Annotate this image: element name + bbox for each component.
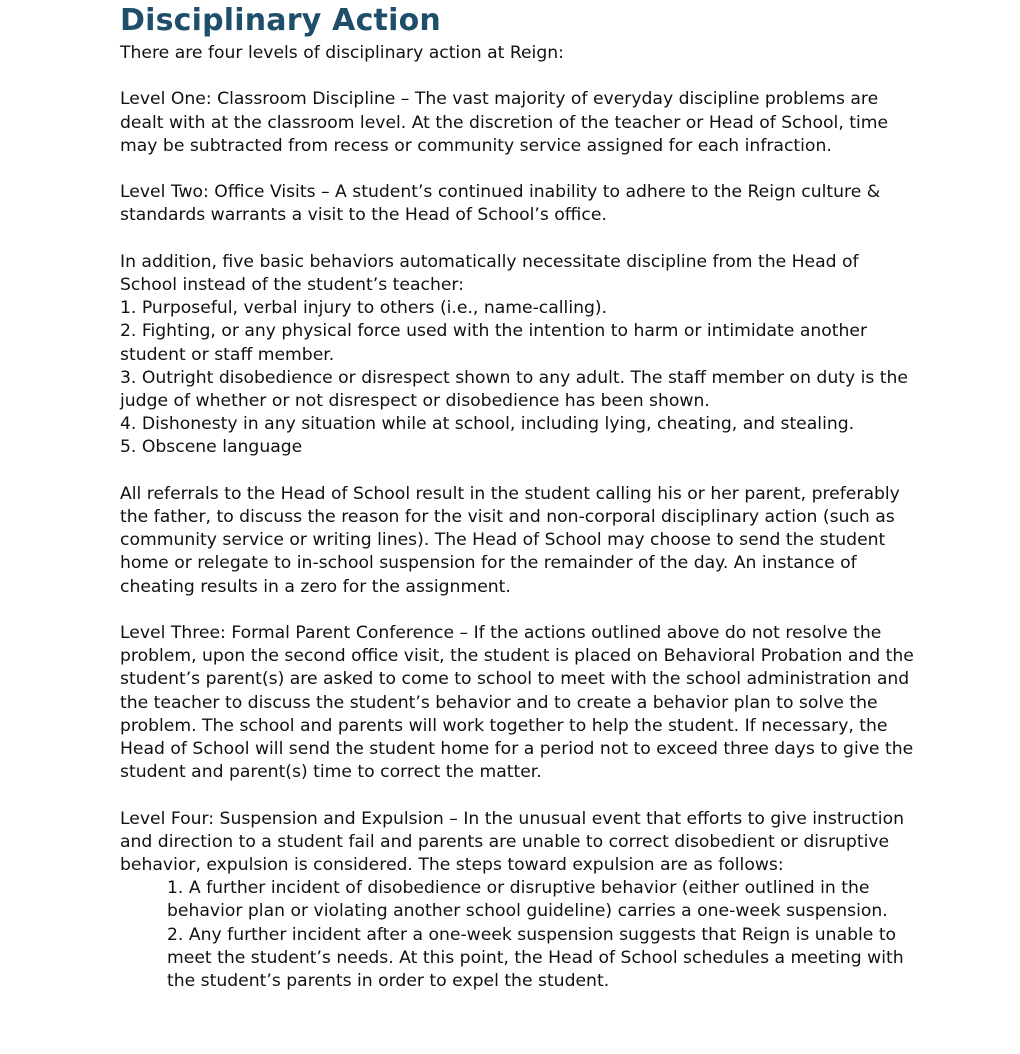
spacer xyxy=(120,158,920,181)
page-title: Disciplinary Action xyxy=(120,3,441,38)
level-four-paragraph: Level Four: Suspension and Expulsion – In the unusual event that efforts to give instruction and direction to a student fail and parents are unable to correct disobedient or disruptive behavior, expulsion is considered. The steps toward expulsion are as follows: xyxy=(120,808,904,876)
level-one-paragraph: Level One: Classroom Discipline – The vast majority of everyday discipline problems are dealt with at the classroom level. At the discretion of the teacher or Head of School, time may be subtracted from recess or community service assigned for each infraction. xyxy=(120,89,889,156)
behavior-item: 1. Purposeful, verbal injury to others (i.e., name-calling). xyxy=(120,298,608,319)
spacer xyxy=(120,599,920,622)
level-two-paragraph: Level Two: Office Visits – A student’s continued inability to adhere to the Reign culture & standards warrants a visit to the Head of School’s office. xyxy=(120,182,881,226)
level-three-paragraph: Level Three: Formal Parent Conference – If the actions outlined above do not resolve the problem, upon the second office visit, the student is placed on Behavioral Probation and the student’s parent(s) are asked to come to school to meet with the school administration and the teacher to discuss the student’s behavior and to create a behavior plan to solve the problem. The school and parents will work together to help the student. If necessary, the Head of School will send the student home for a period not to exceed three days to give the student and parent(s) time to correct the matter. xyxy=(120,623,914,783)
behaviors-intro: In addition, five basic behaviors automatically necessitate discipline from the Head of School instead of the student’s teacher: xyxy=(120,251,859,295)
behavior-item: 4. Dishonesty in any situation while at school, including lying, cheating, and stealing. xyxy=(120,414,855,435)
behavior-item: 3. Outright disobedience or disrespect shown to any adult. The staff member on duty is the judge of whether or not disrespect or disobedience has been shown. xyxy=(120,367,909,411)
spacer xyxy=(120,460,920,483)
behavior-item: 2. Fighting, or any physical force used with the intention to harm or intimidate another student or staff member. xyxy=(120,321,868,365)
expulsion-steps-list xyxy=(120,877,920,993)
spacer xyxy=(120,784,920,807)
referrals-paragraph: All referrals to the Head of School result in the student calling his or her parent, preferably the father, to discuss the reason for the visit and non-corporal disciplinary action (such as community service or writing lines). The Head of School may choose to send the student home or relegate to in-school suspension for the remainder of the day. An instance of cheating results in a zero for the assignment. xyxy=(120,483,900,597)
expulsion-step: 1. A further incident of disobedience or disruptive behavior (either outlined in the behavior plan or violating another school guideline) carries a one-week suspension. xyxy=(167,878,888,922)
behavior-item: 5. Obscene language xyxy=(120,437,303,458)
spacer xyxy=(120,228,920,251)
intro-paragraph: There are four levels of disciplinary action at Reign: xyxy=(120,43,564,63)
expulsion-step: 2. Any further incident after a one-week suspension suggests that Reign is unable to meet the student’s needs. At this point, the Head of School schedules a meeting with the student’s parents in order to expel the student. xyxy=(167,924,904,992)
document-page xyxy=(120,0,920,993)
spacer xyxy=(120,65,920,88)
